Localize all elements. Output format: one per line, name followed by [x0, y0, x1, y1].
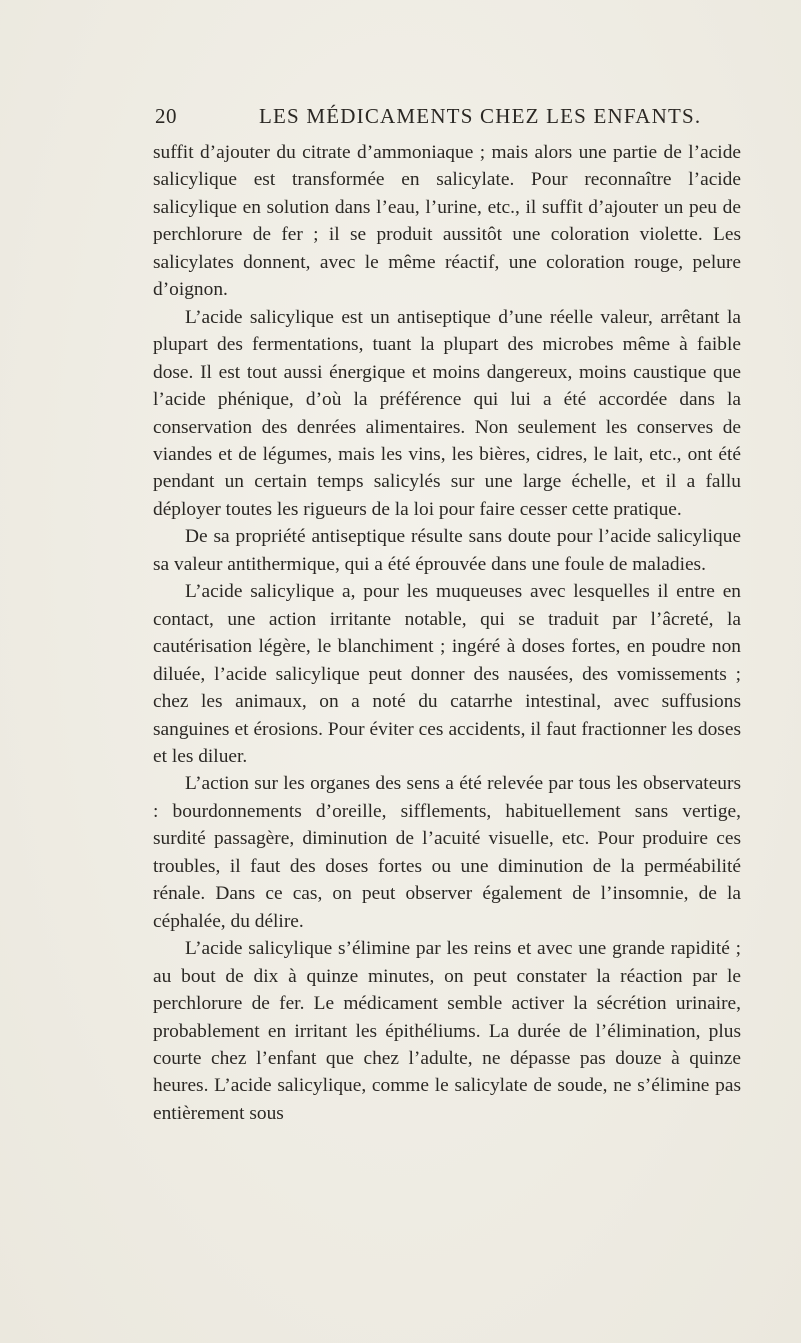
- page-header: [155, 104, 735, 134]
- page-number: 20: [155, 104, 177, 128]
- paragraph-elimination: L’acide salicylique s’élimine par les reins et avec une grande rapidité ; au bout de dix à quinze minutes, on peut constater la réaction par le perchlorure de fer. Le médicament semble activer la sécrétion urinaire, probablement en irritant les épithéliums. La durée de l’élimination, plus courte chez l’enfant que chez l’adulte, ne dépasse pas douze à quinze heures. L’acide salicylique, comme le salicylate de soude, ne s’élimine pas entièrement sous: [153, 938, 741, 1124]
- paragraph-antiseptic: L’acide salicylique est un antiseptique d’une réelle valeur, arrêtant la plupart des fermentations, tuant la plupart des microbes même à faible dose. Il est tout aussi énergique et moins dangereux, moins caustique que l’acide phénique, d’où la préférence qui lui a été accordée dans la conservation des denrées alimentaires. Non seulement les conserves de viandes et de légumes, mais les vins, les bières, cidres, le lait, etc., ont été pendant un certain temps salicylés sur une large échelle, et il a fallu déployer toutes les rigueurs de la loi pour faire cesser cette pratique.: [153, 306, 741, 520]
- paragraph-continuation: suffit d’ajouter du citrate d’ammoniaque ; mais alors une partie de l’acide salicylique est transformée en salicylate. Pour reconnaître l’acide salicylique en solution dans l’eau, l’urine, etc., il suffit d’ajouter un peu de perchlorure de fer ; il se produit aussitôt une coloration violette. Les salicylates donnent, avec le même réactif, une coloration rouge, pelure d’oignon.: [153, 142, 741, 301]
- paragraph-sense-organs: L’action sur les organes des sens a été relevée par tous les observateurs : bourdonnements d’oreille, sifflements, habituellement sans vertige, surdité passagère, diminution de l’acuité visuelle, etc. Pour produire ces troubles, il faut des doses fortes ou une diminution de la perméabilité rénale. Dans ce cas, on peut observer également de l’insomnie, de la céphalée, du délire.: [153, 773, 741, 932]
- body-text: [153, 139, 741, 1127]
- paragraph-mucous-action: L’acide salicylique a, pour les muqueuses avec lesquelles il entre en contact, une action irritante notable, qui se traduit par l’âcreté, la cautérisation légère, le blanchiment ; ingéré à doses fortes, en poudre non diluée, l’acide salicylique peut donner des nausées, des vomissements ; chez les animaux, on a noté du catarrhe intestinal, avec suffusions sanguines et érosions. Pour éviter ces accidents, il faut fractionner les doses et les diluer.: [153, 581, 741, 767]
- paragraph-antithermic: De sa propriété antiseptique résulte sans doute pour l’acide salicylique sa valeur antithermique, qui a été éprouvée dans une foule de maladies.: [153, 526, 741, 575]
- running-title: LES MÉDICAMENTS CHEZ LES ENFANTS.: [259, 104, 702, 128]
